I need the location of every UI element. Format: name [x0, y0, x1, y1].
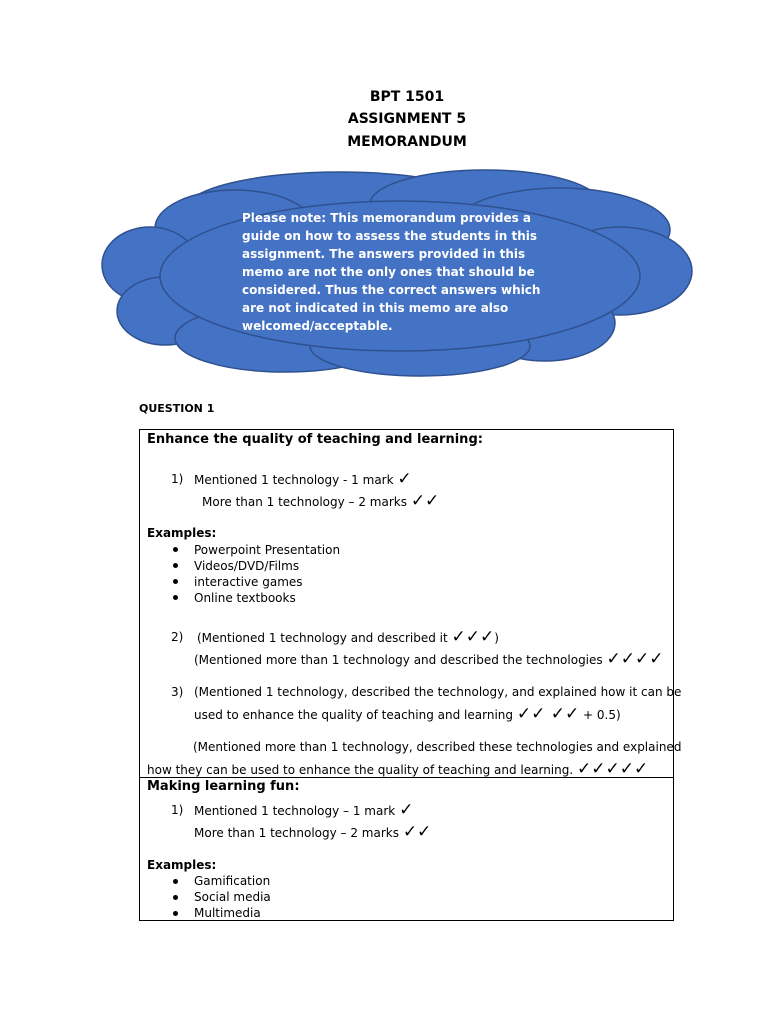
section2-heading: Making learning fun: [147, 779, 300, 794]
section1-item3-line3: (Mentioned more than 1 technology, described these technologies and explained [193, 740, 682, 754]
section1-heading: Enhance the quality of teaching and learning: [147, 432, 483, 447]
section1-item2-line2: (Mentioned more than 1 technology and described the technologies ✓✓✓✓ [194, 649, 664, 669]
section2-item1-line2: More than 1 technology – 2 marks ✓✓ [194, 822, 432, 842]
question-label: QUESTION 1 [139, 402, 215, 415]
section1-item2-number: 2) [171, 630, 184, 644]
check-icon: ✓✓✓✓✓ [577, 759, 649, 779]
example-item: Powerpoint Presentation [194, 543, 341, 557]
section1-examples-label: Examples: [147, 526, 217, 540]
section1-item1-number: 1) [171, 472, 184, 486]
assignment-title: ASSIGNMENT 5 [347, 111, 467, 127]
section2-item1-line1: Mentioned 1 technology – 1 mark ✓ [194, 800, 414, 820]
bullet-dot [173, 895, 178, 900]
section1-item2-line1: (Mentioned 1 technology and described it ✓✓✓) [197, 627, 499, 647]
check-icon: ✓✓ [410, 491, 440, 511]
section1-item1-line1: Mentioned 1 technology - 1 mark ✓ [194, 469, 412, 489]
section1-item3-line1: (Mentioned 1 technology, described the technology, and explained how it can be [194, 685, 682, 699]
section1-item3-line2: used to enhance the quality of teaching and learning ✓✓ ✓✓ + 0.5) [194, 704, 621, 724]
section2-item1-number: 1) [171, 803, 184, 817]
check-icon: ✓✓✓✓ [606, 649, 664, 669]
example-item: interactive games [194, 575, 303, 589]
check-icon: ✓✓✓ [451, 627, 495, 647]
check-icon: ✓✓ [402, 822, 432, 842]
bullet-dot [173, 595, 178, 600]
example-item: Social media [194, 890, 271, 904]
course-code: BPT 1501 [369, 89, 445, 105]
section1-item3-line4: how they can be used to enhance the quality of teaching and learning. ✓✓✓✓✓ [147, 759, 649, 779]
check-icon: ✓ [399, 800, 414, 820]
bullet-dot [173, 879, 178, 884]
check-icon: ✓ [397, 469, 412, 489]
bullet-dot [173, 547, 178, 552]
bullet-dot [173, 563, 178, 568]
memo-table [139, 429, 682, 921]
bullet-dot [173, 911, 178, 916]
example-item: Gamification [194, 874, 271, 888]
section-divider [140, 777, 673, 778]
section1-item1-line2: More than 1 technology – 2 marks ✓✓ [202, 491, 440, 511]
example-item: Multimedia [194, 906, 261, 920]
section1-item3-number: 3) [171, 685, 184, 699]
memo-note-text: Please note: This memorandum provides a guide on how to assess the students in this assignment. The answers provided in this memo are not the only ones that should be considered. Thus the correct answers which are not indicated in this memo are also welcomed/acceptable. [242, 211, 541, 333]
example-item: Online textbooks [194, 591, 296, 605]
document-title: MEMORANDUM [347, 134, 467, 150]
section2-examples-label: Examples: [147, 858, 217, 872]
example-item: Videos/DVD/Films [194, 559, 300, 573]
bullet-dot [173, 579, 178, 584]
check-icon: ✓✓ ✓✓ [516, 704, 580, 724]
